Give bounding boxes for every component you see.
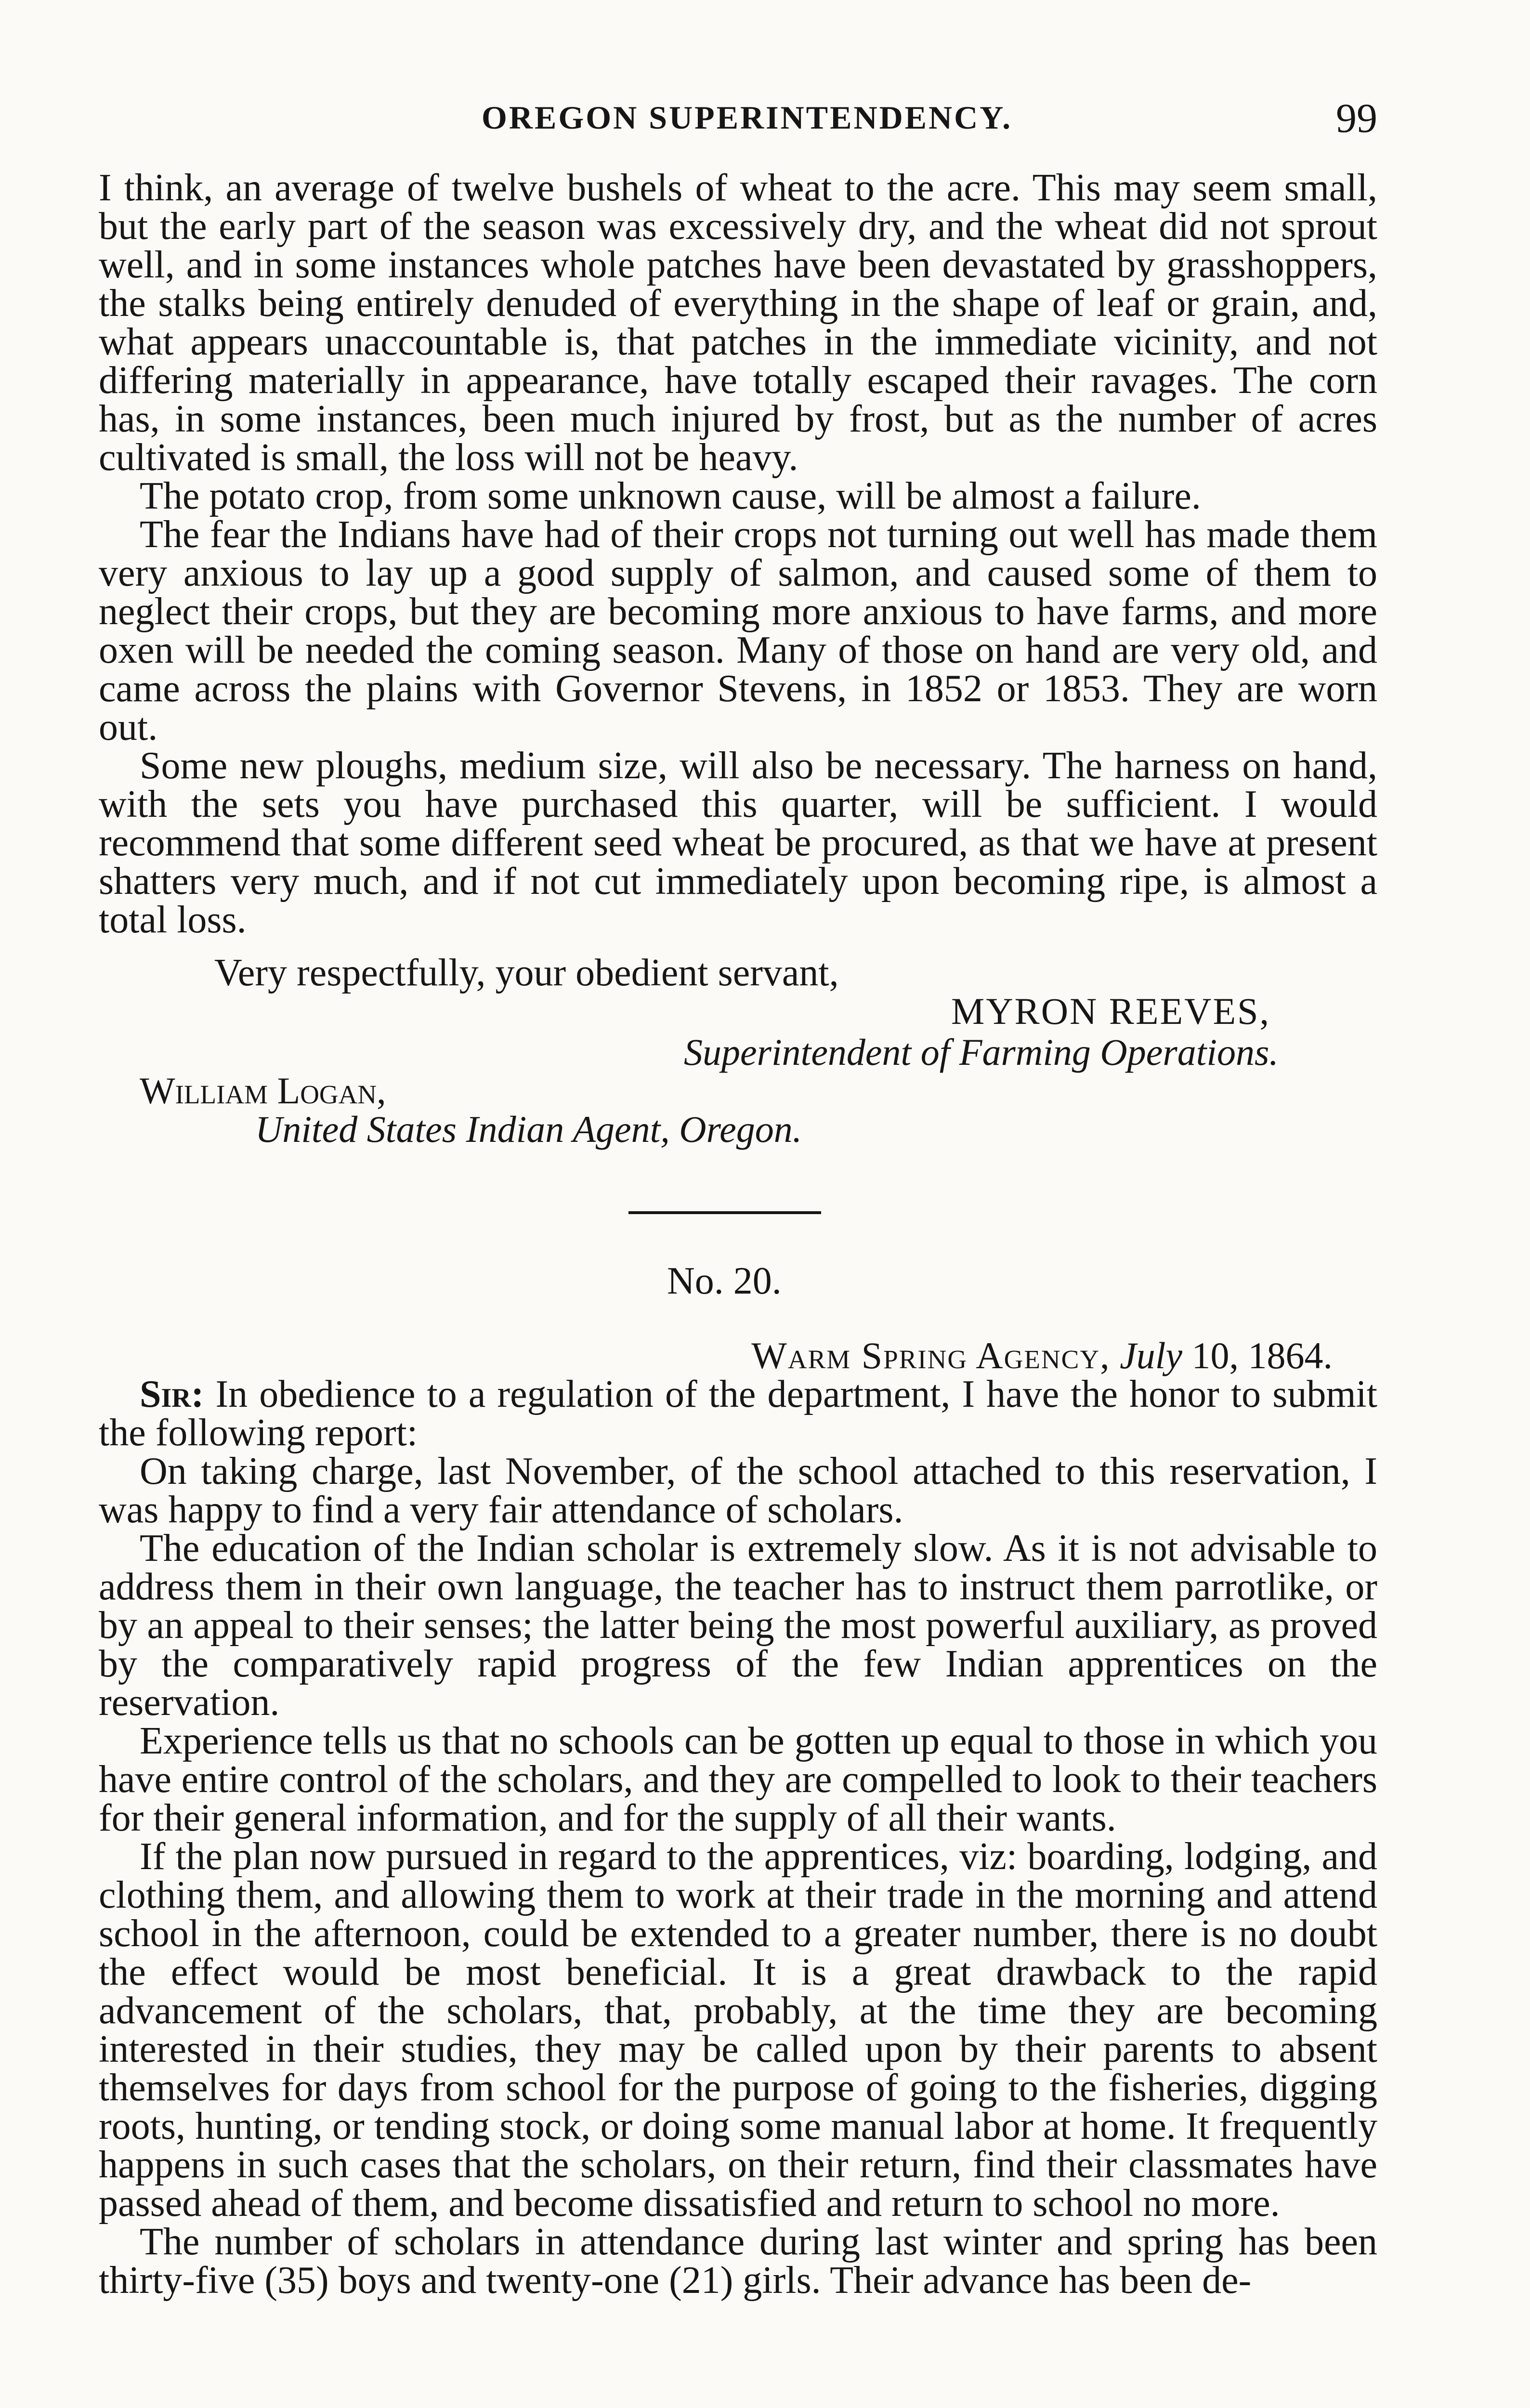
- addressee-title: United States Indian Agent, Oregon.: [255, 1108, 802, 1150]
- closing-line: Very respectfully, your obedient servant,: [214, 952, 839, 994]
- running-title: OREGON SUPERINTENDENCY.: [482, 99, 1013, 136]
- paragraph: Experience tells us that no schools can be gotten up equal to those in which you have entire control of the scholars, and they are compelled to look to their teachers for their general information, and for the supply of all their wants.: [99, 1720, 1377, 1839]
- salutation: Sir:: [140, 1373, 204, 1415]
- addressee-name: William Logan,: [140, 1070, 386, 1112]
- page-number: 99: [1336, 95, 1377, 141]
- dateline-date: 10, 1864.: [1191, 1335, 1333, 1376]
- signer-name: MYRON REEVES,: [951, 990, 1271, 1032]
- dateline: [751, 1334, 1333, 1377]
- paragraph: On taking charge, last November, of the school attached to this reservation, I was happy to find a very fair attendance of scholars.: [99, 1450, 1377, 1531]
- paragraph: [99, 1375, 1377, 1452]
- paragraph: The potato crop, from some unknown cause, will be almost a failure.: [140, 475, 1201, 517]
- paragraph: The number of scholars in attendance during last winter and spring has been thirty-five (35) boys and twenty-one (21) girls. Their advance has been de-: [99, 2221, 1377, 2302]
- document-number: No. 20.: [667, 1260, 782, 1302]
- paragraph: Some new ploughs, medium size, will also be necessary. The harness on hand, with the sets you have purchased this quarter, will be sufficient. I would recommend that some different seed wheat be procured, as that we have at present shatters very much, and if not cut immediately upon becoming ripe, is almost a total loss.: [99, 745, 1377, 941]
- section-divider: [628, 1211, 821, 1214]
- dateline-place: Warm Spring Agency,: [751, 1335, 1111, 1376]
- letter-2-body: [99, 1375, 1377, 2300]
- paragraph: I think, an average of twelve bushels of wheat to the acre. This may seem small, but the early part of the season was excessively dry, and the wheat did not sprout well, and in some instances whole patches have been devastated by grasshoppers, the stalks being entirely denuded of everything in the shape of leaf or grain, and, what appears unaccountable is, that patches in the immediate vicinity, and not differing materially in appearance, have totally escaped their ravages. The corn has, in some instances, been much injured by frost, but as the number of acres cultivated is small, the loss will not be heavy.: [99, 167, 1377, 479]
- dateline-month: July: [1120, 1335, 1182, 1376]
- paragraph: The fear the Indians have had of their crops not turning out well has made them very anxious to lay up a good supply of salmon, and caused some of them to neglect their crops, but they are becoming more anxious to have farms, and more oxen will be needed the coming season. Many of those on hand are very old, and came across the plains with Governor Stevens, in 1852 or 1853. They are worn out.: [99, 513, 1377, 748]
- paragraph: The education of the Indian scholar is extremely slow. As it is not advisable to address them in their own language, the teacher has to instruct them parrotlike, or by an appeal to their senses; the latter being the most powerful auxiliary, as proved by the comparatively rapid progress of the few Indian apprentices on the reservation.: [99, 1527, 1377, 1724]
- paragraph-text: In obedience to a regulation of the department, I have the honor to submit the following report:: [99, 1373, 1378, 1454]
- signer-title: Superintendent of Farming Operations.: [684, 1031, 1279, 1073]
- letter-1-body: [99, 169, 1377, 939]
- paragraph: If the plan now pursued in regard to the apprentices, viz: boarding, lodging, and clothing them, and allowing them to work at their trade in the morning and attend school in the afternoon, could be extended to a greater number, there is no doubt the effect would be most beneficial. It is a great drawback to the rapid advancement of the scholars, that, probably, at the time they are becoming interested in their studies, they may be called upon by their parents to absent themselves for days from school for the purpose of going to the fisheries, digging roots, hunting, or tending stock, or doing some manual labor at home. It frequently happens in such cases that the scholars, on their return, find their classmates have passed ahead of them, and become dissatisfied and return to school no more.: [99, 1835, 1377, 2225]
- page-header: [96, 94, 1377, 147]
